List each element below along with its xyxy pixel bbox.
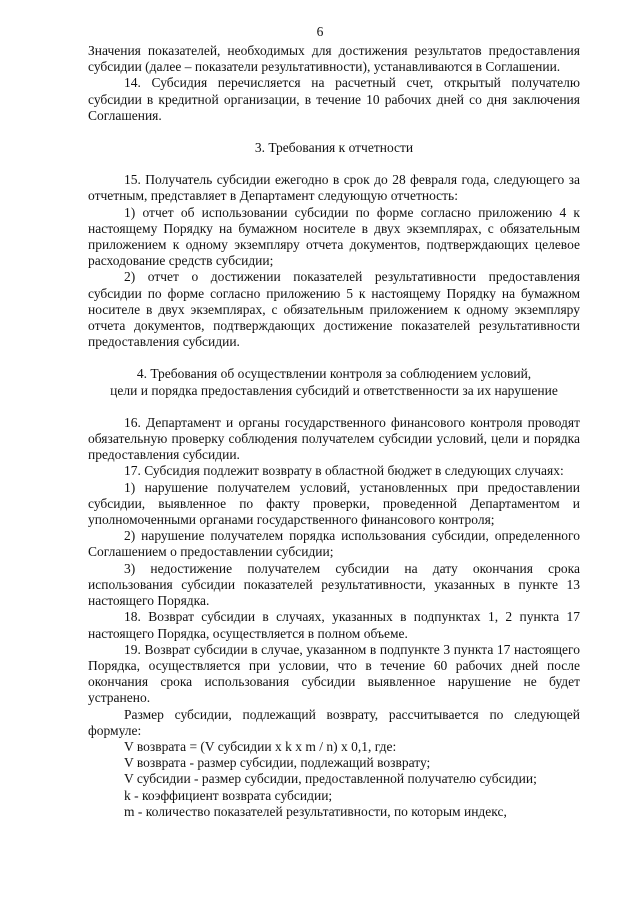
paragraph: 17. Субсидия подлежит возврату в областной бюджет в следующих случаях:	[124, 463, 564, 479]
section-heading-line: 4. Требования об осуществлении контроля за соблюдением условий,	[136, 366, 532, 382]
paragraph: 1) нарушение получателем условий, установленных при предоставлении субсидии, выявленное по факту проверки, проведенной Департаментом и уполномоченными органами государственного финансового контроля;	[88, 479, 580, 528]
paragraph: Значения показателей, необходимых для достижения результатов предоставления субсидии (далее – показатели результативности), устанавливаются в Соглашении.	[88, 43, 580, 75]
paragraph: 15. Получатель субсидии ежегодно в срок до 28 февраля года, следующего за отчетным, представляет в Департамент следующую отчетность:	[88, 172, 580, 204]
formula-line: V субсидии - размер субсидии, предоставленной получателю субсидии;	[124, 771, 537, 787]
paragraph: 18. Возврат субсидии в случаях, указанных в подпунктах 1, 2 пункта 17 настоящего Порядка, осуществляется в полном объеме.	[88, 609, 580, 641]
paragraph: 3) недостижение получателем субсидии на дату окончания срока использования субсидии показателей результативности, указанных в пункте 13 настоящего Порядка.	[88, 560, 580, 609]
section-heading-line: цели и порядка предоставления субсидий и ответственности за их нарушение	[110, 382, 558, 398]
paragraph: 19. Возврат субсидии в случае, указанном в подпункте 3 пункта 17 настоящего Порядка, осуществляется при условии, что в течение 60 рабочих дней после окончания срока использования субсидии выявленное нарушение не будет устранено.	[88, 641, 580, 706]
formula-line: V возврата - размер субсидии, подлежащий возврату;	[124, 755, 431, 771]
section-heading: 3. Требования к отчетности	[254, 140, 414, 156]
document-body	[88, 43, 580, 820]
formula-line: V возврата = (V субсидии x k x m / n) x 0,1, где:	[124, 738, 397, 754]
paragraph: 2) нарушение получателем порядка использования субсидии, определенного Соглашением о предоставлении субсидии;	[88, 528, 580, 560]
page-number: 6	[316, 24, 324, 39]
formula-line: k - коэффициент возврата субсидии;	[124, 787, 333, 803]
paragraph: m - количество показателей результативности, по которым индекс,	[124, 803, 507, 819]
paragraph: 1) отчет об использовании субсидии по форме согласно приложению 4 к настоящему Порядку на бумажном носителе в двух экземплярах, с обязательным приложением к одному экземпляру отчета документов, подтверждающих целевое расходование средств субсидии;	[88, 204, 580, 269]
paragraph: Размер субсидии, подлежащий возврату, рассчитывается по следующей формуле:	[88, 706, 580, 738]
paragraph: 14. Субсидия перечисляется на расчетный счет, открытый получателю субсидии в кредитной организации, в течение 10 рабочих дней со дня заключения Соглашения.	[88, 75, 580, 123]
paragraph: 16. Департамент и органы государственного финансового контроля проводят обязательную проверку соблюдения получателем субсидии условий, цели и порядка предоставления субсидии.	[88, 414, 580, 463]
paragraph: 2) отчет о достижении показателей результативности предоставления субсидии по форме согласно приложению 5 к настоящему Порядку на бумажном носителе в двух экземплярах, с обязательным приложением к одному экземпляру отчета документов, подтверждающих достижение показателей результативности предоставления субсидии.	[88, 269, 580, 350]
